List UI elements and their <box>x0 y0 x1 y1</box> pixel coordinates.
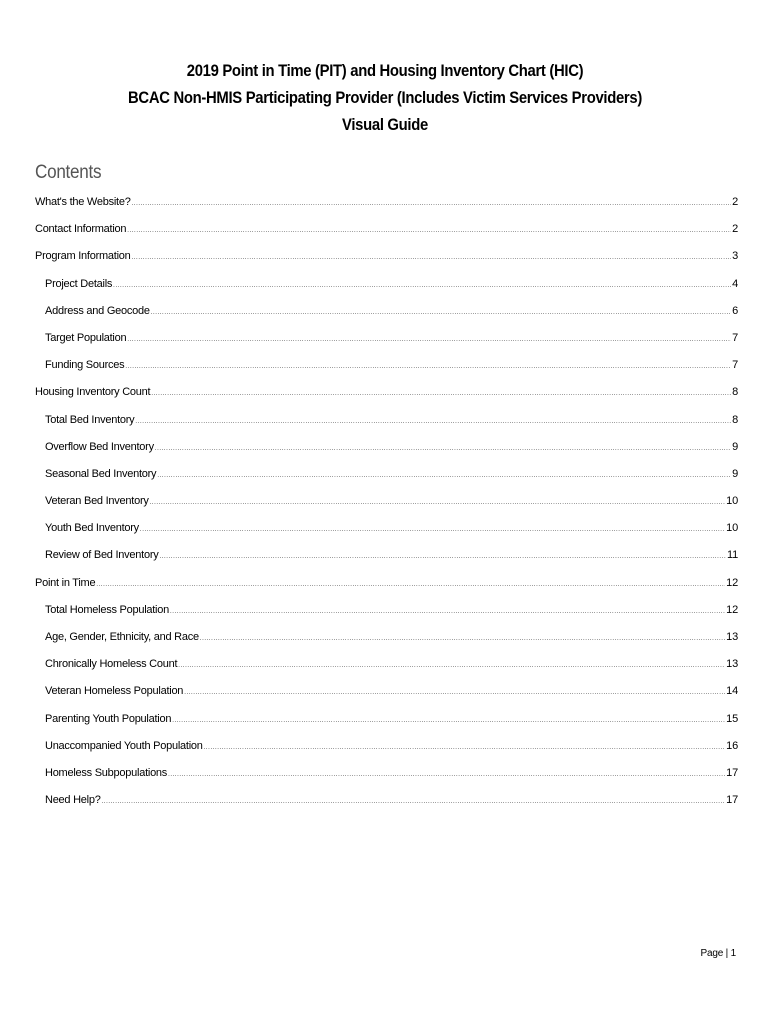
toc-entry-page[interactable]: 8 <box>732 386 738 399</box>
toc-entry-title[interactable]: Veteran Homeless Population <box>45 685 184 698</box>
toc-entry[interactable] <box>35 407 738 434</box>
toc-dot-leader <box>127 218 731 245</box>
toc-dot-leader <box>159 544 725 571</box>
toc-dot-leader <box>155 436 731 463</box>
toc-entry-page[interactable]: 15 <box>726 712 738 725</box>
toc-entry[interactable] <box>35 651 738 678</box>
toc-dot-leader <box>132 191 731 218</box>
toc-dot-leader <box>125 354 731 381</box>
toc-entry-page[interactable]: 6 <box>732 304 738 317</box>
toc-entry-page[interactable]: 7 <box>732 331 738 344</box>
toc-dot-leader <box>172 708 725 735</box>
toc-entry-page[interactable]: 16 <box>726 739 738 752</box>
toc-entry-title[interactable]: What's the Website? <box>35 196 131 208</box>
toc-entry-title[interactable]: Target Population <box>45 331 127 344</box>
toc-entry[interactable] <box>35 352 738 379</box>
toc-entry-page[interactable]: 7 <box>732 359 738 372</box>
toc-dot-leader <box>170 599 725 626</box>
toc-dot-leader <box>151 381 731 408</box>
toc-entry-title[interactable]: Program Information <box>35 250 131 263</box>
toc-entry-page[interactable]: 14 <box>726 685 738 698</box>
toc-dot-leader <box>184 680 725 707</box>
toc-dot-leader <box>151 300 731 327</box>
toc-entry-page[interactable]: 17 <box>726 766 738 779</box>
toc-entry[interactable] <box>35 461 738 488</box>
toc-dot-leader <box>113 273 731 300</box>
toc-entry[interactable] <box>35 298 738 325</box>
toc-entry[interactable] <box>35 189 738 216</box>
toc-entry-title[interactable]: Total Homeless Population <box>45 603 169 616</box>
toc-entry-title[interactable]: Project Details <box>45 277 113 290</box>
toc-entry-page[interactable]: 12 <box>726 603 738 616</box>
toc-entry-title[interactable]: Total Bed Inventory <box>45 413 135 426</box>
toc-dot-leader <box>140 517 725 544</box>
table-of-contents <box>35 189 738 814</box>
toc-entry[interactable] <box>35 597 738 624</box>
toc-entry-title[interactable]: Homeless Subpopulations <box>45 766 168 779</box>
toc-dot-leader <box>132 245 732 272</box>
toc-entry-page[interactable]: 10 <box>726 495 738 508</box>
toc-entry[interactable] <box>35 624 738 651</box>
page-number: Page | 1 <box>700 948 736 959</box>
toc-dot-leader <box>127 327 731 354</box>
toc-entry-title[interactable]: Review of Bed Inventory <box>45 549 159 562</box>
toc-entry[interactable] <box>35 271 738 298</box>
toc-dot-leader <box>96 572 725 599</box>
toc-entry-page[interactable]: 13 <box>726 658 738 671</box>
toc-entry-title[interactable]: Chronically Homeless Count <box>45 658 178 671</box>
title-line-2: BCAC Non-HMIS Participating Provider (Includes Victim Services Providers) <box>128 89 642 107</box>
toc-entry[interactable] <box>35 515 738 542</box>
title-line-1: 2019 Point in Time (PIT) and Housing Inventory Chart (HIC) <box>186 62 584 80</box>
toc-entry-title[interactable]: Youth Bed Inventory <box>45 522 139 535</box>
toc-entry-title[interactable]: Contact Information <box>35 223 127 236</box>
toc-entry-title[interactable]: Housing Inventory Count <box>35 386 151 399</box>
toc-entry[interactable] <box>35 706 738 733</box>
toc-entry-title[interactable]: Age, Gender, Ethnicity, and Race <box>45 631 199 643</box>
toc-entry[interactable] <box>35 379 738 406</box>
toc-entry[interactable] <box>35 570 738 597</box>
toc-entry[interactable] <box>35 488 738 515</box>
title-line-3: Visual Guide <box>342 116 428 134</box>
toc-dot-leader <box>204 735 726 762</box>
toc-entry-page[interactable]: 17 <box>726 794 738 807</box>
toc-dot-leader <box>135 409 731 436</box>
toc-entry-page[interactable]: 13 <box>726 631 738 643</box>
toc-entry-page[interactable]: 8 <box>732 413 738 426</box>
toc-entry-title[interactable]: Seasonal Bed Inventory <box>45 467 157 480</box>
toc-entry-page[interactable]: 12 <box>726 576 738 589</box>
toc-entry-title[interactable]: Point in Time <box>35 576 96 589</box>
toc-entry-page[interactable]: 3 <box>732 250 738 263</box>
toc-entry-page[interactable]: 4 <box>732 277 738 290</box>
toc-dot-leader <box>157 463 731 490</box>
toc-entry-title[interactable]: Unaccompanied Youth Population <box>45 739 203 752</box>
toc-entry-page[interactable]: 9 <box>732 440 738 453</box>
toc-entry[interactable] <box>35 542 738 569</box>
toc-entry-title[interactable]: Veteran Bed Inventory <box>45 495 149 508</box>
toc-entry[interactable] <box>35 733 738 760</box>
document-title <box>0 58 770 139</box>
toc-entry[interactable] <box>35 678 738 705</box>
toc-entry-title[interactable]: Funding Sources <box>45 359 125 372</box>
toc-entry[interactable] <box>35 760 738 787</box>
toc-entry[interactable] <box>35 434 738 461</box>
toc-entry-page[interactable]: 2 <box>732 196 738 208</box>
toc-entry-page[interactable]: 10 <box>726 522 738 535</box>
toc-dot-leader <box>168 762 725 789</box>
toc-entry-title[interactable]: Need Help? <box>45 794 101 807</box>
toc-entry-page[interactable]: 9 <box>732 467 738 480</box>
toc-entry[interactable] <box>35 243 738 270</box>
toc-entry-title[interactable]: Address and Geocode <box>45 304 150 317</box>
toc-entry-page[interactable]: 11 <box>726 549 738 562</box>
toc-dot-leader <box>102 789 726 816</box>
toc-entry-page[interactable]: 2 <box>732 223 738 236</box>
toc-dot-leader <box>150 490 726 517</box>
toc-entry[interactable] <box>35 787 738 814</box>
toc-dot-leader <box>178 653 725 680</box>
toc-dot-leader <box>200 626 725 653</box>
toc-entry[interactable] <box>35 216 738 243</box>
contents-heading: Contents <box>35 162 102 183</box>
toc-entry[interactable] <box>35 325 738 352</box>
toc-entry-title[interactable]: Overflow Bed Inventory <box>45 440 154 453</box>
toc-entry-title[interactable]: Parenting Youth Population <box>45 712 172 725</box>
